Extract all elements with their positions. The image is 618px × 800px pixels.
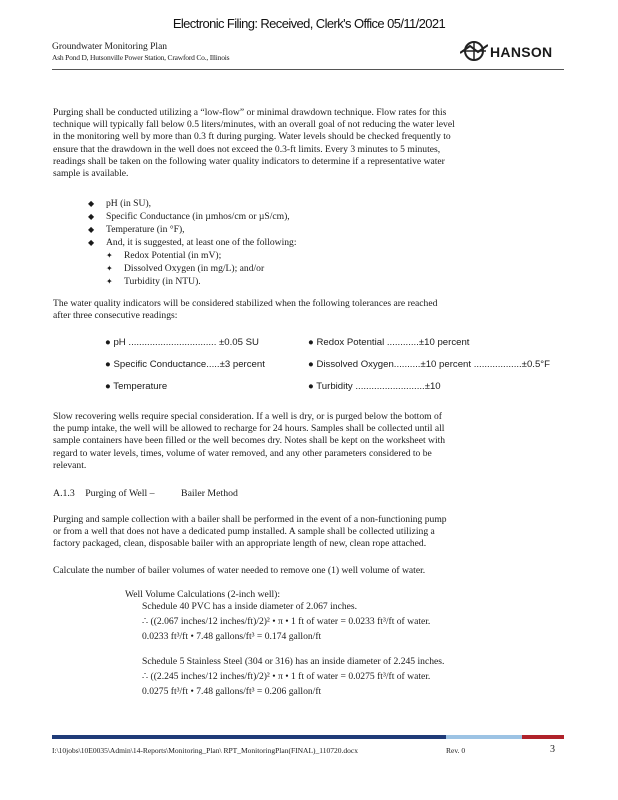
globe-icon	[460, 40, 488, 62]
bullet-icon: ●	[308, 359, 317, 370]
bullet-icon: ◆	[88, 212, 95, 221]
text-line: or from a well that does not have a dedicated pump installed. A sample shall be collected utilizing a	[53, 526, 435, 538]
list-item: ◆ pH (in SU),	[88, 198, 152, 209]
bailer-paragraph	[53, 514, 565, 551]
footer-file-path: I:\10jobs\10E0035\Admin\14-Reports\Monitoring_Plan\ RPT_MonitoringPlan(FINAL)_110720.docx	[52, 746, 358, 755]
calc-schedule5-eq1: ∴ ((2.245 inches/12 inches/ft)/2)² • π • 1 ft of water = 0.0275 ft³/ft of water.	[142, 671, 431, 682]
bullet-icon: ◆	[88, 199, 95, 208]
text-line: the pump intake, the well will be allowed to recharge for 24 hours. Samples shall be collected until all	[53, 423, 445, 435]
list-item: ◆ Temperature (in °F),	[88, 224, 185, 235]
tolerance-turbidity: ● Turbidity ..........................±10	[308, 381, 441, 392]
tolerance-temperature: ● Temperature	[105, 381, 168, 392]
text-line: Purging shall be conducted utilizing a “low-flow” or minimal drawdown technique. Flow rates for this	[53, 107, 447, 118]
bullet-icon: ●	[308, 381, 317, 392]
list-item: ◆ And, it is suggested, at least one of the following:	[88, 237, 297, 248]
sub-bullet-icon: ✦	[106, 251, 113, 260]
slow-recovery-paragraph	[53, 411, 565, 472]
sub-list-item: ✦ Dissolved Oxygen (in mg/L); and/or	[106, 263, 265, 274]
bullet-icon: ●	[105, 337, 114, 348]
bullet-icon: ●	[308, 337, 317, 348]
calc-schedule40-eq2: 0.0233 ft³/ft • 7.48 gallons/ft³ = 0.174 gallon/ft	[142, 631, 322, 642]
page-number: 3	[550, 744, 555, 755]
sub-list-item: ✦ Turbidity (in NTU).	[106, 276, 201, 287]
calc-schedule40: Schedule 40 PVC has a inside diameter of 2.067 inches.	[142, 601, 358, 612]
text-line: Slow recovering wells require special consideration. If a well is dry, or is purged below the bottom of	[53, 411, 442, 422]
text-line: after three consecutive readings:	[53, 310, 178, 322]
text-line: ensure that the drawdown in the well does not exceed the 0.3-ft limits. Every 3 minutes to 5 minutes,	[53, 143, 441, 155]
calc-title: Well Volume Calculations (2-inch well):	[125, 589, 281, 600]
text-line: factory packaged, clean, disposable bailer with an appropriate length of new, clean rope attached.	[53, 538, 427, 550]
calc-schedule5-eq2: 0.0275 ft³/ft • 7.48 gallons/ft³ = 0.206 gallon/ft	[142, 686, 322, 697]
text-line: technique will typically fall below 0.5 liters/minutes, with an overall goal of not reducing the water level	[53, 119, 455, 131]
text-line: readings shall be taken on the following water quality indicators to determine if a representative water	[53, 155, 445, 167]
sub-bullet-icon: ✦	[106, 264, 113, 273]
bullet-icon: ◆	[88, 225, 95, 234]
tolerance-ph: ● pH ................................. ±0.05 SU	[105, 337, 259, 348]
sub-list-item: ✦ Redox Potential (in mV);	[106, 250, 222, 261]
filing-stamp: Electronic Filing: Received, Clerk's Office 05/11/2021	[172, 16, 446, 31]
text-line: sample containers have been filled or the well becomes dry. Notes shall be kept on the worksheet with	[53, 435, 446, 447]
tolerance-conductance: ● Specific Conductance.....±3 percent	[105, 359, 265, 370]
text-line: in the monitoring well by more than 0.3 ft during purging. Water levels should be checked frequently to	[53, 131, 451, 143]
indicator-list	[88, 197, 508, 288]
sub-bullet-icon: ✦	[106, 277, 113, 286]
text-line: regard to water levels, times, volume of water removed, and any other parameters considered to be	[53, 447, 432, 459]
bullet-icon: ◆	[88, 238, 95, 247]
footer-bar-red	[522, 735, 564, 739]
text-line: relevant.	[53, 459, 87, 471]
section-number: A.1.3	[53, 488, 75, 499]
logo-text: HANSON	[490, 44, 553, 60]
tolerance-redox: ● Redox Potential ............±10 percent	[308, 337, 470, 348]
tolerance-oxygen: ● Dissolved Oxygen..........±10 percent ..................±0.5°F	[308, 359, 550, 370]
calc-schedule40-eq1: ∴ ((2.067 inches/12 inches/ft)/2)² • π • 1 ft of water = 0.0233 ft³/ft of water.	[142, 616, 431, 627]
document-title: Groundwater Monitoring Plan	[52, 42, 168, 52]
section-heading	[53, 488, 238, 499]
text-line: sample is available.	[53, 168, 129, 180]
stabilization-paragraph	[53, 298, 565, 322]
header-rule	[52, 69, 564, 70]
footer-bar-light	[446, 735, 522, 739]
calc-schedule5: Schedule 5 Stainless Steel (304 or 316) has an inside diameter of 2.245 inches.	[142, 656, 445, 667]
footer-bar-navy	[52, 735, 446, 739]
bullet-icon: ●	[105, 381, 114, 392]
bullet-icon: ●	[105, 359, 114, 370]
document-subtitle: Ash Pond D, Hutsonville Power Station, Crawford Co., Illinois	[52, 53, 230, 62]
footer-revision: Rev. 0	[446, 746, 466, 755]
purging-paragraph	[53, 107, 565, 180]
hanson-logo	[460, 40, 570, 64]
section-title: Purging of Well –	[85, 488, 155, 499]
text-line: Purging and sample collection with a bailer shall be performed in the event of a non-functioning pump	[53, 514, 447, 525]
list-item: ◆ Specific Conductance (in µmhos/cm or µS/cm),	[88, 211, 290, 222]
section-method: Bailer Method	[181, 488, 238, 499]
calculate-paragraph: Calculate the number of bailer volumes of water needed to remove one (1) well volume of water.	[53, 565, 426, 576]
text-line: The water quality indicators will be considered stabilized when the following tolerances are reached	[53, 298, 438, 309]
